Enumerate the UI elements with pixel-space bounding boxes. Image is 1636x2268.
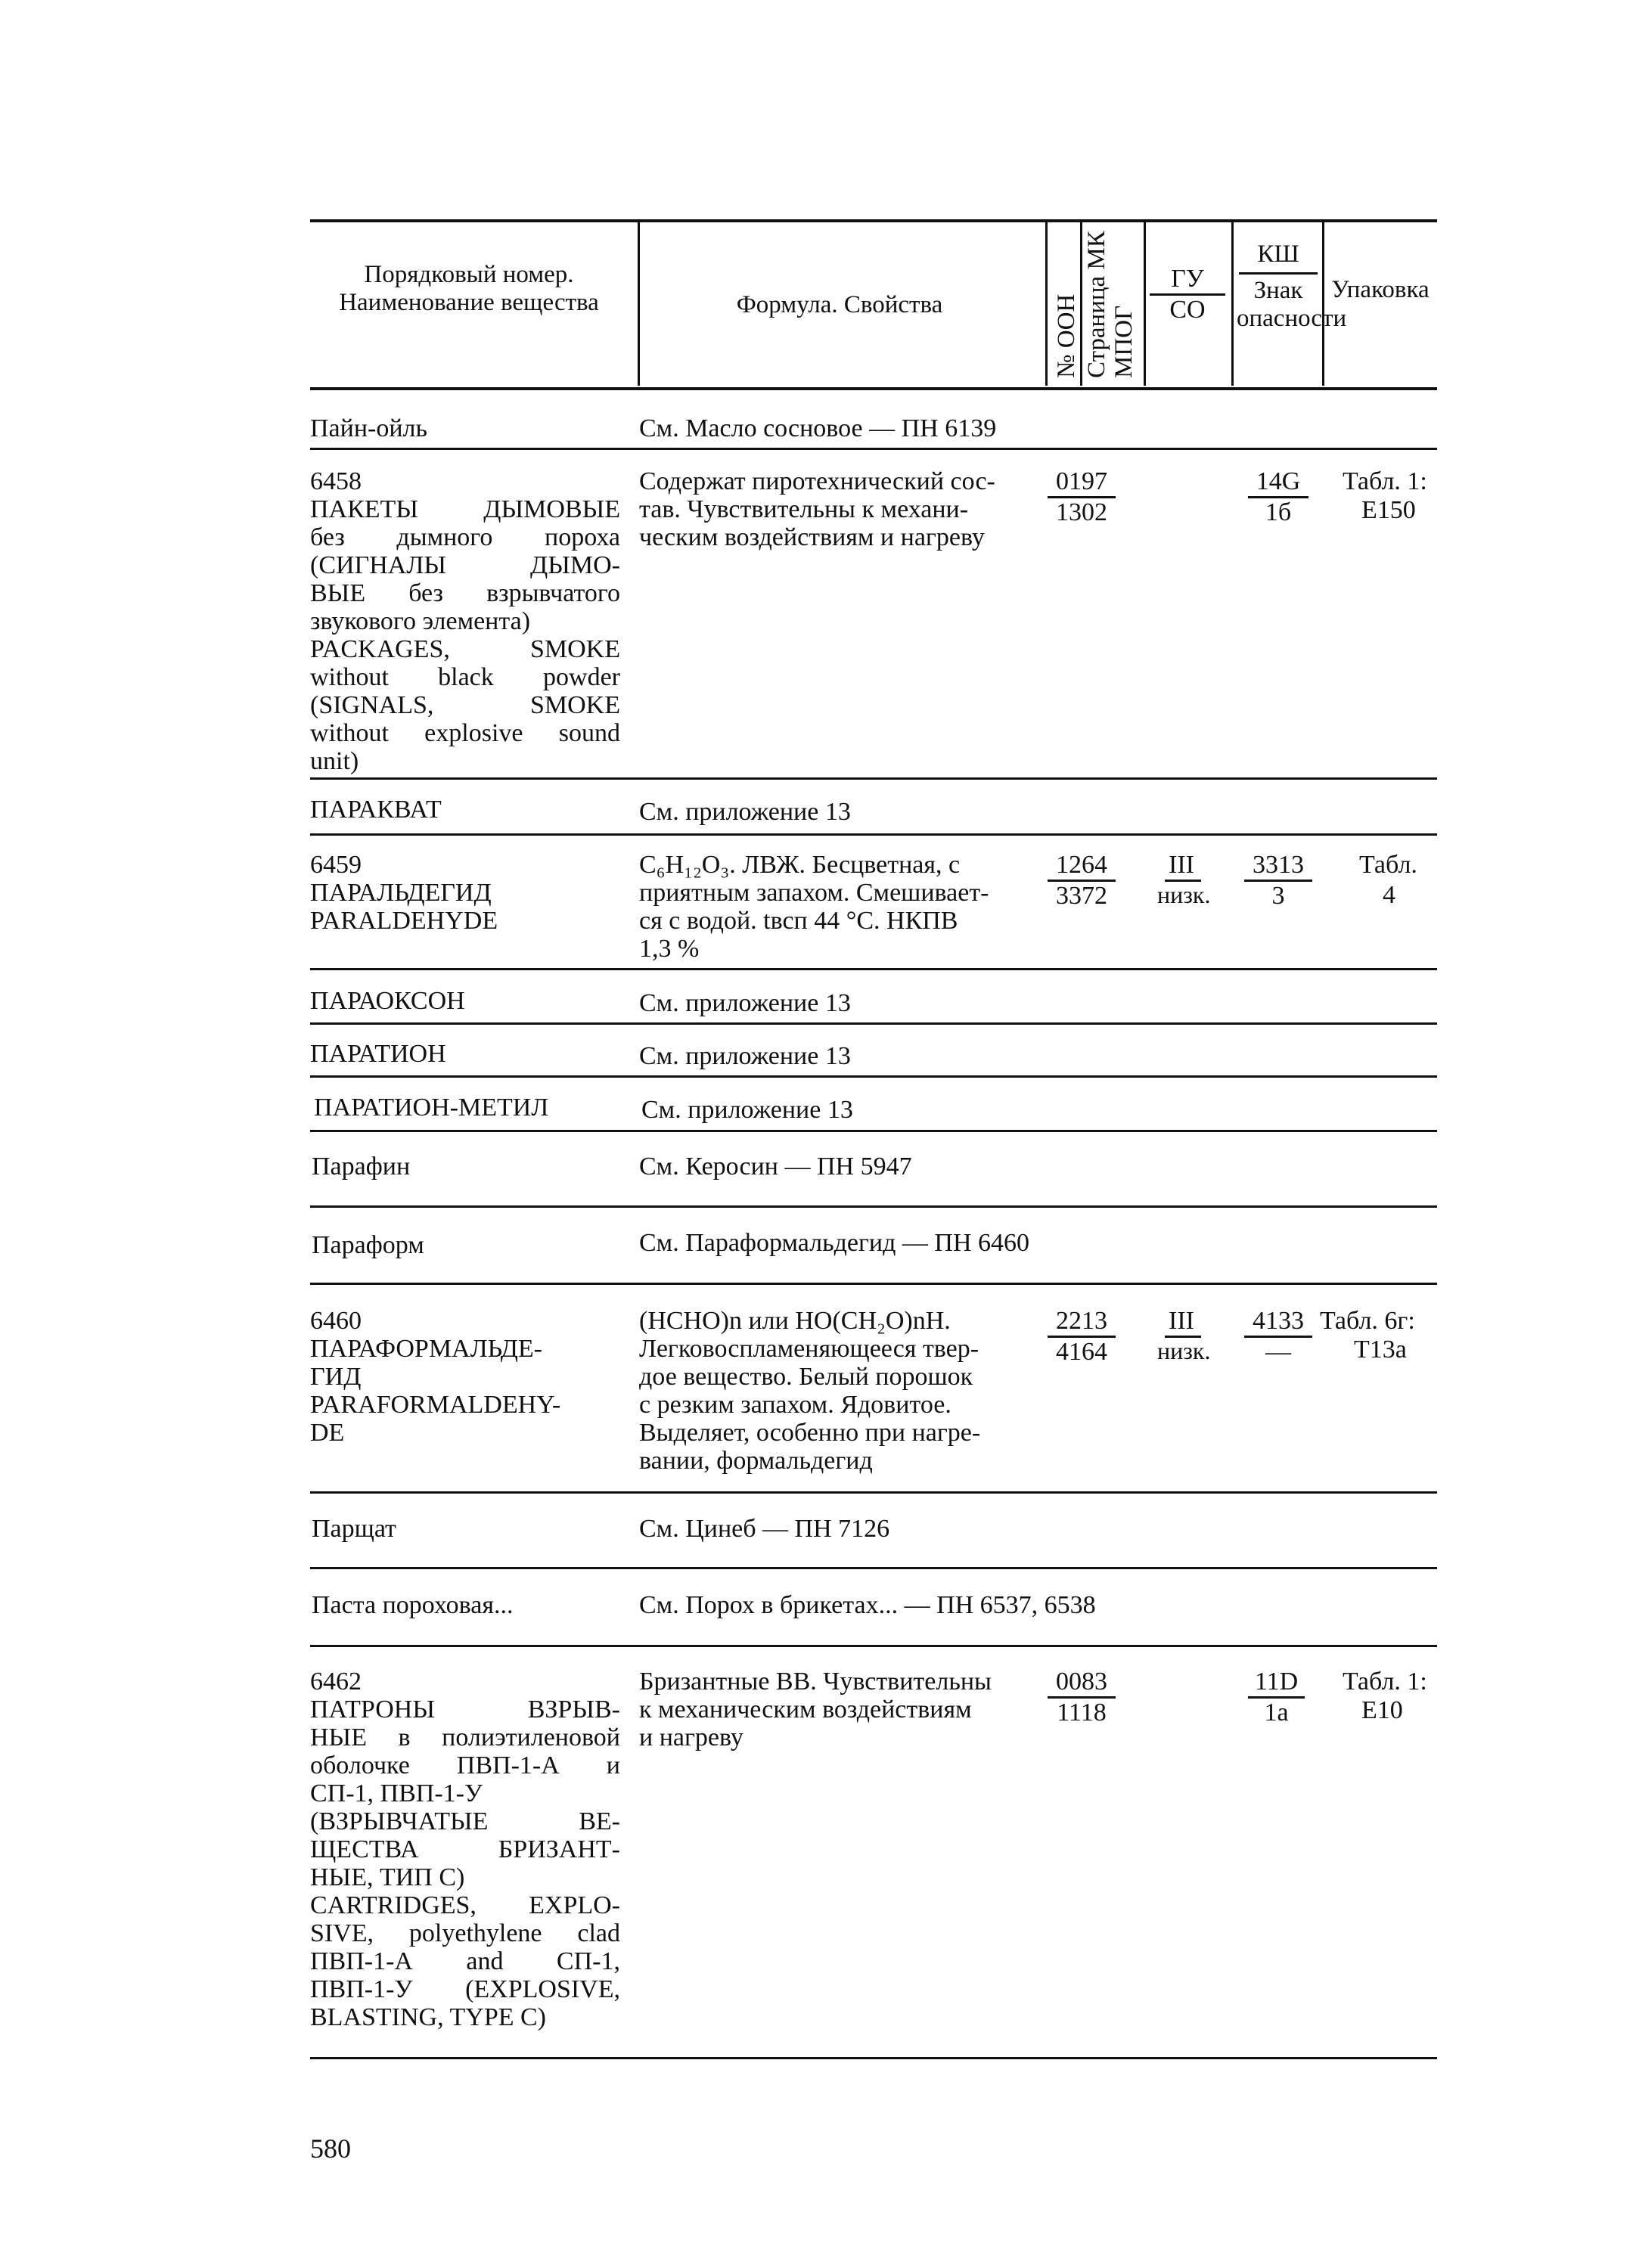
header-divider — [638, 221, 640, 386]
entry-name: Парщат — [312, 1515, 396, 1543]
un-page-fraction — [1048, 1668, 1116, 1727]
packaging: Табл. 1: — [1343, 1668, 1427, 1696]
entry-name-line: CARTRIDGES, EXPLO- — [310, 1891, 620, 1919]
entry-reference: См. приложение 13 — [639, 798, 851, 826]
header-divider — [1231, 221, 1234, 386]
entry-name: ПАРАОКСОН — [310, 987, 465, 1015]
entry-name-line: ЩЕСТВА БРИЗАНТ- — [310, 1835, 620, 1863]
property-line: ся с водой. tвсп 44 °С. НКПВ — [639, 907, 958, 935]
header-divider — [1144, 221, 1146, 386]
header-top-rule — [310, 219, 1437, 222]
entry-name-line: (ВЗРЫВЧАТЫЕ ВЕ- — [310, 1807, 620, 1835]
header-divider — [1322, 221, 1324, 386]
co-level: низк. — [1157, 1337, 1211, 1364]
packaging: Табл. 6г: — [1320, 1307, 1415, 1335]
un-number: 0083 — [1048, 1668, 1116, 1699]
page-number: 580 — [310, 2133, 351, 2164]
entry-name-line: SIVE, polyethylene clad — [310, 1919, 620, 1947]
property-line: Легковоспламеняющееся твер- — [639, 1335, 979, 1363]
property-line: вании, формальдегид — [639, 1447, 873, 1475]
entry-name: ПАРАТИОН — [310, 1040, 446, 1068]
packaging-code: E10 — [1361, 1696, 1403, 1724]
entry-reference: См. приложение 13 — [641, 1096, 853, 1124]
entry-name-line: ГИД — [310, 1363, 362, 1391]
entry-name-line: без дымного пороха — [310, 523, 620, 551]
entry-name: Паста пороховая... — [312, 1591, 514, 1619]
entry-properties — [639, 851, 1048, 963]
entry-name-block — [310, 851, 620, 935]
un-page-fraction — [1048, 1307, 1116, 1367]
property-line: с резким запахом. Ядовитое. — [639, 1391, 951, 1419]
mk-page: 1302 — [1056, 498, 1107, 526]
entry-reference: См. Цинеб — ПН 7126 — [639, 1515, 890, 1543]
entry-name-line: DE — [310, 1419, 345, 1447]
entry-reference: См. Параформальдегид — ПН 6460 — [639, 1229, 1030, 1257]
row-separator — [310, 1283, 1437, 1285]
entry-name-line: ВЫЕ без взрывчатого — [310, 579, 620, 607]
ksh-sign-fraction — [1244, 1307, 1312, 1367]
header-col-ksh: КШ — [1257, 240, 1299, 268]
packaging-code: T13a — [1354, 1336, 1407, 1364]
packaging-code: 4 — [1383, 881, 1395, 909]
entry-name-line: PARALDEHYDE — [310, 907, 498, 935]
packaging: Табл. 1: — [1343, 467, 1427, 495]
row-separator — [310, 1567, 1437, 1569]
un-number: 1264 — [1048, 851, 1116, 882]
entry-reference: См. приложение 13 — [639, 1042, 851, 1070]
entry-name-line: ПВП-1-У (EXPLOSIVE, — [310, 1975, 620, 2003]
property-line: Содержат пиротехнический сос- — [639, 467, 995, 495]
property-line: C₆H₁₂O₃. ЛВЖ. Бесцветная, с — [639, 851, 961, 879]
packaging-code: E150 — [1361, 496, 1416, 524]
header-col-page: Страница МК МПОГ — [1083, 231, 1138, 378]
entry-name: Пайн-ойль — [310, 414, 428, 442]
entry-name-line: ПВП-1-А and СП-1, — [310, 1947, 620, 1975]
entry-name-line: BLASTING, TYPE C) — [310, 2003, 546, 2031]
row-separator — [310, 1645, 1437, 1647]
entry-name: ПАРАТИОН-МЕТИЛ — [314, 1094, 549, 1122]
un-number: 0197 — [1048, 467, 1116, 498]
entry-number: 6459 — [310, 851, 362, 879]
property-line: тав. Чувствительны к механи- — [639, 495, 969, 523]
entry-name-line: ПАТРОНЫ ВЗРЫВ- — [310, 1696, 620, 1723]
ksh-code: 4133 — [1244, 1307, 1312, 1338]
entry-name-line: PARAFORMALDEHY- — [310, 1391, 561, 1419]
row-separator — [310, 1075, 1437, 1078]
entry-name-line: PACKAGES, SMOKE — [310, 635, 620, 663]
entry-reference: См. Масло сосновое — ПН 6139 — [639, 414, 997, 442]
row-separator — [310, 968, 1437, 970]
entry-name-line: ПАРАЛЬДЕГИД — [310, 879, 492, 907]
row-separator — [310, 833, 1437, 836]
header-ksh-rule — [1239, 272, 1318, 275]
entry-reference: См. Керосин — ПН 5947 — [639, 1153, 912, 1181]
entry-properties — [639, 467, 1048, 551]
entry-name-line: ПАРАФОРМАЛЬДЕ- — [310, 1335, 542, 1363]
ksh-code: 14G — [1248, 467, 1308, 498]
hazard-sign: — — [1265, 1338, 1291, 1366]
entry-name-line: звукового элемента) — [310, 607, 531, 635]
header-divider — [1080, 221, 1082, 386]
entry-reference: См. приложение 13 — [639, 989, 851, 1017]
mk-page: 4164 — [1056, 1338, 1107, 1366]
row-separator — [310, 448, 1437, 450]
header-col-co: СО — [1169, 296, 1206, 324]
header-col-un: № ООН — [1053, 293, 1080, 378]
property-line: Бризантные ВВ. Чувствительны — [639, 1668, 992, 1696]
entry-name-line: without explosive sound — [310, 719, 620, 747]
entry-name-line: without black powder — [310, 663, 620, 691]
header-col-pack: Упаковка — [1331, 276, 1430, 303]
property-line: приятным запахом. Смешивает- — [639, 879, 989, 907]
row-separator — [310, 1205, 1437, 1208]
entry-name: Параформ — [312, 1231, 424, 1259]
header-bottom-rule — [310, 387, 1437, 390]
entry-name: Парафин — [312, 1153, 411, 1181]
property-line: ческим воздействиям и нагреву — [639, 523, 985, 551]
entry-name-line: НЫЕ, ТИП С) — [310, 1863, 465, 1891]
property-line: 1,3 % — [639, 935, 700, 963]
un-page-fraction — [1048, 467, 1116, 527]
property-line: и нагреву — [639, 1723, 743, 1751]
gu-class: III — [1169, 851, 1194, 879]
header-divider — [1045, 221, 1048, 386]
ksh-sign-fraction — [1248, 1668, 1305, 1727]
entry-name-line: (SIGNALS, SMOKE — [310, 691, 620, 719]
entry-name-line: СП-1, ПВП-1-У — [310, 1779, 483, 1807]
entry-properties — [639, 1668, 1048, 1751]
header-col-gu: ГУ — [1150, 265, 1225, 296]
row-separator — [310, 777, 1437, 780]
entry-number: 6460 — [310, 1307, 362, 1335]
entry-name-block — [310, 467, 620, 775]
gu-class: III — [1169, 1307, 1194, 1335]
property-line: (HCHO)n или HO(CH₂O)nH. — [639, 1307, 951, 1335]
entry-name-line: оболочке ПВП-1-А и — [310, 1751, 620, 1779]
entry-name: ПАРАКВАТ — [310, 796, 442, 824]
entry-name-block — [310, 1668, 620, 2031]
property-line: Выделяет, особенно при нагре- — [639, 1419, 981, 1447]
un-number: 2213 — [1048, 1307, 1116, 1338]
entry-number: 6462 — [310, 1668, 362, 1696]
mk-page: 1118 — [1057, 1699, 1107, 1727]
co-level: низк. — [1157, 881, 1211, 908]
ksh-code: 3313 — [1244, 851, 1312, 882]
hazard-sign: 1б — [1265, 498, 1292, 526]
ksh-code: 11D — [1248, 1668, 1305, 1699]
row-separator — [310, 1022, 1437, 1025]
un-page-fraction — [1048, 851, 1116, 911]
entry-name-line: НЫЕ в полиэтиленовой — [310, 1723, 620, 1751]
entry-name-line: (СИГНАЛЫ ДЫМО- — [310, 551, 620, 579]
row-separator — [310, 1130, 1437, 1132]
entry-reference: См. Порох в брикетах... — ПН 6537, 6538 — [639, 1591, 1096, 1619]
entry-number: 6458 — [310, 467, 362, 495]
entry-name-line: ПАКЕТЫ ДЫМОВЫЕ — [310, 495, 620, 523]
row-separator — [310, 1491, 1437, 1494]
header-col-gu-co — [1150, 265, 1225, 324]
hazard-sign: 3 — [1271, 882, 1285, 910]
packaging: Табл. — [1359, 851, 1417, 879]
entry-name-line: unit) — [310, 747, 359, 775]
property-line: дое вещество. Белый порошок — [639, 1363, 973, 1391]
entry-properties — [639, 1307, 1048, 1475]
header-col-sign: Знак опасности — [1237, 277, 1347, 332]
hazard-sign: 1a — [1264, 1699, 1289, 1727]
ksh-sign-fraction — [1248, 467, 1308, 527]
header-col-formula: Формула. Свойства — [736, 291, 943, 318]
mk-page: 3372 — [1056, 882, 1107, 910]
entry-name-block — [310, 1307, 620, 1447]
ksh-sign-fraction — [1244, 851, 1312, 911]
table-bottom-rule — [310, 2057, 1437, 2059]
property-line: к механическим воздействиям — [639, 1696, 972, 1723]
header-col-name: Порядковый номер. Наименование вещества — [339, 261, 599, 316]
